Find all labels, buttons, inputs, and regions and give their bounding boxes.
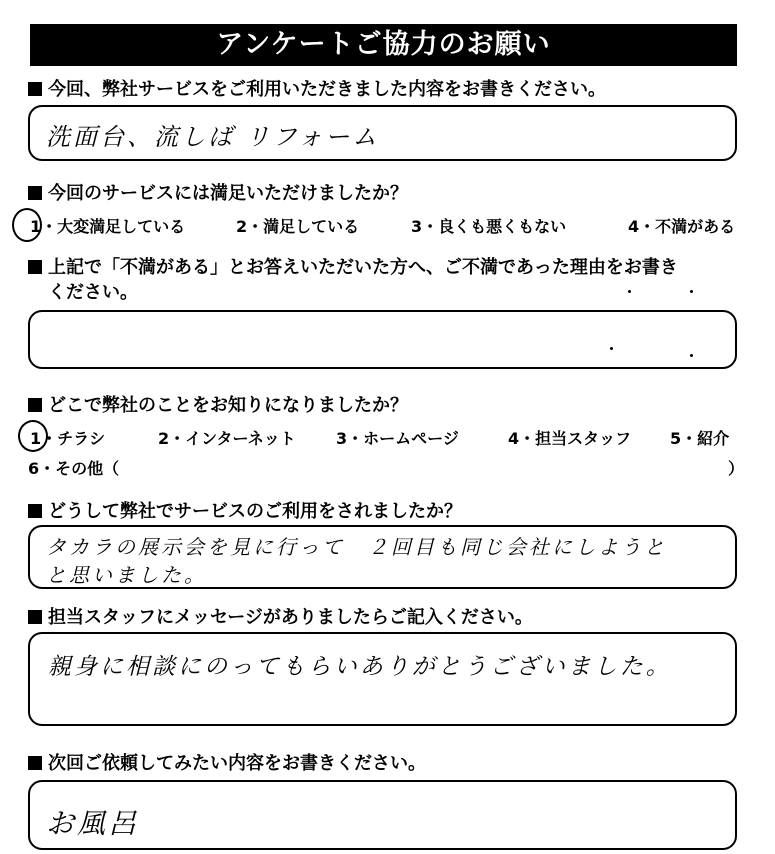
question-1-label: 今回、弊社サービスをご利用いただきました内容をお書きください。 bbox=[48, 79, 606, 100]
answer-box-1[interactable] bbox=[28, 105, 737, 161]
question-2-label: 今回のサービスには満足いただけましたか？ bbox=[48, 183, 408, 204]
answer-5-line2: と思いました。 bbox=[46, 563, 207, 587]
q4-option-1[interactable]: 1・チラシ bbox=[30, 429, 106, 448]
question-3 bbox=[28, 256, 678, 280]
question-6-label: 担当スタッフにメッセージがありましたらご記入ください。 bbox=[48, 607, 533, 628]
square-bullet-icon bbox=[28, 260, 42, 274]
stray-mark bbox=[690, 290, 693, 293]
question-7 bbox=[28, 752, 426, 776]
q4-option-6[interactable]: 6・その他（ bbox=[28, 459, 120, 478]
stray-mark bbox=[610, 347, 613, 350]
question-4-label: どこで弊社のことをお知りになりましたか？ bbox=[48, 395, 408, 416]
square-bullet-icon bbox=[28, 186, 42, 200]
answer-box-7[interactable] bbox=[28, 780, 737, 850]
square-bullet-icon bbox=[28, 504, 42, 518]
answer-box-6[interactable] bbox=[28, 632, 737, 726]
q2-option-1[interactable]: 1・大変満足している bbox=[30, 217, 186, 236]
question-3-label-line1: 上記で「不満がある」とお答えいただいた方へ、ご不満であった理由をお書き bbox=[48, 257, 678, 278]
answer-6-text: 親身に相談にのってもらいありがとうございました。 bbox=[48, 654, 672, 680]
question-3-label-line2: ください。 bbox=[48, 282, 138, 303]
q4-option-5[interactable]: 5・紹介 bbox=[670, 429, 730, 448]
q4-option-6-close: ） bbox=[728, 459, 745, 478]
answer-box-3[interactable] bbox=[28, 310, 737, 369]
q2-option-2[interactable]: 2・満足している bbox=[236, 217, 360, 236]
answer-7-text: お風呂 bbox=[46, 807, 140, 840]
square-bullet-icon bbox=[28, 398, 42, 412]
survey-title: アンケートご協力のお願い bbox=[30, 24, 737, 66]
square-bullet-icon bbox=[28, 82, 42, 96]
question-5-label: どうして弊社でサービスのご利用をされましたか？ bbox=[48, 501, 462, 522]
square-bullet-icon bbox=[28, 756, 42, 770]
q2-option-3[interactable]: 3・良くも悪くもない bbox=[411, 217, 567, 236]
q4-option-3[interactable]: 3・ホームページ bbox=[336, 429, 459, 448]
question-1 bbox=[28, 78, 606, 102]
stray-mark bbox=[628, 290, 631, 293]
question-5 bbox=[28, 500, 462, 524]
question-2 bbox=[28, 182, 408, 206]
q4-option-2[interactable]: 2・インターネット bbox=[158, 429, 296, 448]
question-4 bbox=[28, 394, 408, 418]
question-6 bbox=[28, 606, 533, 630]
answer-box-5[interactable] bbox=[28, 525, 737, 589]
answer-5-line1: タカラの展示会を見に行って ２回目も同じ会社にしようと bbox=[46, 535, 667, 559]
stray-mark bbox=[690, 354, 693, 357]
square-bullet-icon bbox=[28, 610, 42, 624]
question-7-label: 次回ご依頼してみたい内容をお書きください。 bbox=[48, 753, 426, 774]
q4-option-4[interactable]: 4・担当スタッフ bbox=[508, 429, 632, 448]
answer-1-text: 洗面台、流しば リフォーム bbox=[46, 123, 380, 151]
q2-option-4[interactable]: 4・不満がある bbox=[628, 217, 736, 236]
